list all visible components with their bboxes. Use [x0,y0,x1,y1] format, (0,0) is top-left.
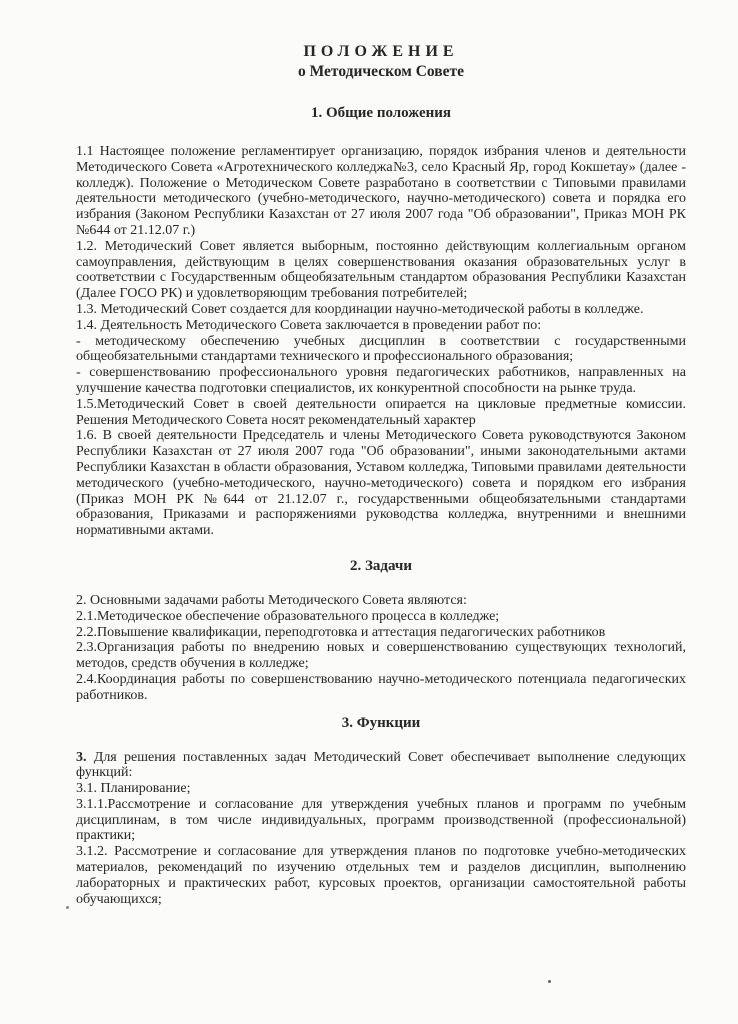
paragraph-2: 2. Основными задачами работы Методического Совета являются: [76,592,467,608]
section-3-heading: 3. Функции [341,714,421,731]
paragraph-2-3: 2.3.Организация работы по внедрению новых и совершенствованию существующих технологий, методов, средств обучения в колледже; [76,640,686,672]
paragraph-3-1-1: 3.1.1.Рассмотрение и согласование для утверждения учебных планов и программ по учебным дисциплинам, в том числе индивидуальных, программ производственной (профессиональной) практики; [76,796,686,844]
scan-speck [548,980,551,983]
paragraph-1-6: 1.6. В своей деятельности Председатель и члены Методического Совета руководствуются Законом Республики Казахстан от 27 июля 2007 года "Об образовании", иными законодательными актами Республики Казахстан в области образования, Уставом колледжа, Типовыми правилами деятельности методического (учебно-методического, научно-методического) совета и порядком его избрания (Приказ МОН РК №644 от 21.12.07 г., государственными общеобязательными стандартами образования, Приказами и распоряжениями руководства колледжа, внутренними и внешними нормативными актами. [76,428,686,539]
paragraph-3 [76,750,686,782]
document-title: ПОЛОЖЕНИЕ [303,43,459,60]
paragraph-1-4: 1.4. Деятельность Методического Совета заключается в проведении работ по: [76,317,542,333]
scan-speck [66,906,69,909]
section-1-heading: 1. Общие положения [310,105,452,121]
paragraph-3-1: 3.1. Планирование; [76,781,191,797]
paragraph-1-4-item-2: - совершенствованию профессионального уровня педагогических работников, направленных на улучшение качества подготовки специалистов, их конкурентной способности на рынке труда. [76,365,686,396]
paragraph-1-5: 1.5.Методический Совет в своей деятельности опирается на цикловые предметные комиссии. Решения Методического Совета носят рекомендательный характер [76,396,686,428]
paragraph-1-2: 1.2. Методический Совет является выборным, постоянно действующим коллегиальным органом самоуправления, действующим в целях совершенствования оказания образовательных услуг в соответствии с Государственным общеобязательным стандартом образования Республики Казахстан (Далее ГОСО РК) и удовлетворяющим требования потребителей; [76,238,686,302]
paragraph-2-2: 2.2.Повышение квалификации, переподготовка и аттестация педагогических работников [76,624,606,640]
paragraph-1-1: 1.1 Настоящее положение регламентирует организацию, порядок избрания членов и деятельности Методического Совета «Агротехнического колледжа№3, село Красный Яр, город Кокшетау» (далее - колледж). Положение о Методическом Совете разработано в соответствии с Типовыми правилами деятельности методического (учебно-методического, научно-методического) совета и порядка его избрания (Законом Республики Казахстан от 27 июля 2007 года "Об образовании", Приказ МОН РК №644 от 21.12.07 г.) [76,144,686,238]
paragraph-2-4: 2.4.Координация работы по совершенствованию научно-методического потенциала педагогических работников. [76,671,686,703]
document-subtitle: о Методическом Совете [297,63,465,80]
paragraph-3-number: 3. [76,749,87,765]
paragraph-1-3: 1.3. Методический Совет создается для координации научно-методической работы в колледже. [76,301,644,317]
paragraph-2-1: 2.1.Методическое обеспечение образовательного процесса в колледже; [76,608,500,624]
paragraph-3-1-2: 3.1.2. Рассмотрение и согласование для утверждения планов по подготовке учебно-методических материалов, рекомендаций по изучению отдельных тем и разделов дисциплин, выполнению лабораторных и практических работ, курсовых проектов, организации самостоятельной работы обучающихся; [76,844,686,907]
document-body [76,36,686,907]
section-2-heading: 2. Задачи [349,557,412,574]
paragraph-1-4-item-1: - методическому обеспечению учебных дисциплин в соответствии с государственными общеобязательными стандартами технического и профессионального образования; [76,333,686,365]
paragraph-3-text: Для решения поставленных задач Методический Совет обеспечивает выполнение следующих функций: [76,749,686,781]
